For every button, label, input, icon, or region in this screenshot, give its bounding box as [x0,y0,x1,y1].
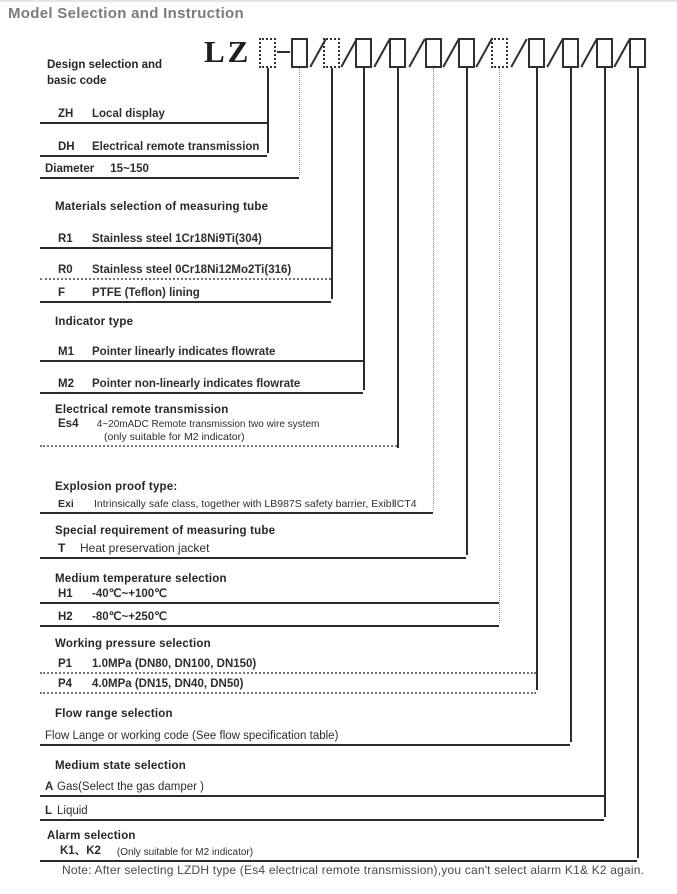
model-code-box-11 [596,38,613,68]
option-code: P4 [58,678,73,690]
option-desc: -40℃~+100℃ [92,588,168,600]
model-code-box-12 [629,38,646,68]
option-code: H2 [58,611,73,623]
connector-design [267,68,269,153]
option-code: P1 [58,658,73,670]
option-code: A [45,781,54,793]
option-code: M1 [58,346,74,358]
option-desc: 1.0MPa (DN80, DN100, DN150) [92,658,257,670]
option-desc: Gas(Select the gas damper ) [57,781,205,793]
option-code: R1 [58,233,73,245]
connector-indicator [363,68,365,390]
option-row-exi [40,492,433,514]
model-code-prefix: LZ [204,34,252,69]
option-code: H1 [58,588,73,600]
connector-temperature [499,68,500,623]
option-code: M2 [58,378,74,390]
option-row-flow [40,724,570,746]
option-desc: 4.0MPa (DN15, DN40, DN50) [92,678,244,690]
option-row-h2 [40,605,499,627]
option-code: Es4 [58,418,79,430]
option-row-r0 [40,258,331,280]
option-row-l [40,799,604,821]
section-header-special: Special requirement of measuring tube [55,525,276,537]
option-row-r1 [40,227,331,249]
model-code-box-4 [355,38,372,68]
page-title: Model Selection and Instruction [8,5,244,22]
section-header-pressure: Working pressure selection [55,638,211,650]
option-desc: Intrinsically safe class, together with LB987S safety barrier, ExibⅡCT4 [94,498,417,510]
connector-alarm [637,68,639,858]
option-row-diameter [40,157,299,179]
option-row-f [40,281,331,303]
top-divider [0,0,677,2]
option-row-t [40,537,466,559]
option-desc: Electrical remote transmission [92,141,260,153]
option-code: DH [58,141,75,153]
model-code-box-6 [425,38,442,68]
dash-separator [277,51,290,53]
slash-separator [408,39,425,68]
option-row-h1 [40,582,499,604]
option-row-zh [40,102,267,124]
model-code-box-9 [528,38,545,68]
connector-explosion [433,68,434,510]
option-row-m1 [40,340,363,362]
option-desc: Flow Lange or working code (See flow specification table) [45,730,339,742]
section-header-flow: Flow range selection [55,708,173,720]
option-desc: 4~20mADC Remote transmission two wire system [96,419,320,430]
option-desc: Pointer linearly indicates flowrate [92,346,276,358]
option-row-dh [40,135,267,157]
option-code: K1、K2 [60,845,101,857]
option-row-p4 [40,672,536,694]
option-desc: -80℃~+250℃ [92,611,168,623]
option-code: L [45,805,53,817]
option-code: R0 [58,264,73,276]
connector-special [466,68,468,555]
footnote: Note: After selecting LZDH type (Es4 electrical remote transmission),you can't select alarm K1& K2 again. [62,863,645,877]
option-code: Exi [58,498,74,510]
option-code: ZH [58,108,74,120]
option-desc: PTFE (Teflon) lining [92,287,200,299]
model-code-box-8 [491,38,508,68]
section-header-medium-state: Medium state selection [55,760,186,772]
model-code-box-3 [323,38,340,68]
model-code-box-2 [291,38,308,68]
model-code-box-7 [458,38,475,68]
model-code-box-10 [562,38,579,68]
option-desc: Liquid [57,805,88,817]
option-desc: Heat preservation jacket [80,541,210,555]
slash-separator [510,39,527,68]
option-desc-line2: (only suitable for M2 indicator) [104,431,245,443]
section-header-design: Design selection and basic code [47,59,163,87]
connector-flow [570,68,572,742]
section-header-alarm: Alarm selection [47,830,136,842]
option-row-k1k2 [40,840,637,862]
option-code: F [58,287,66,299]
option-desc: 15~150 [110,163,149,175]
section-header-explosion: Explosion proof type: [55,481,178,493]
section-header-remote: Electrical remote transmission [55,404,229,416]
section-header-temperature: Medium temperature selection [55,573,227,585]
option-row-m2 [40,372,363,394]
option-desc: Stainless steel 0Cr18Ni12Mo2Ti(316) [92,264,292,276]
connector-remote [397,68,399,448]
option-row-a [40,775,604,797]
option-code: Diameter [45,163,95,175]
option-code: T [58,541,66,555]
connector-diameter [299,68,300,175]
option-row-es4 [40,418,397,447]
connector-materials [331,68,333,299]
option-desc: (Only suitable for M2 indicator) [116,847,254,858]
option-desc: Stainless steel 1Cr18Ni9Ti(304) [92,233,262,245]
option-desc: Pointer non-linearly indicates flowrate [92,378,301,390]
model-code-box-1 [259,38,276,68]
option-desc: Local display [92,108,165,120]
connector-pressure [536,68,538,690]
option-row-p1 [40,652,536,674]
connector-medium-state [604,68,606,817]
section-header-materials: Materials selection of measuring tube [55,201,269,213]
model-code-box-5 [389,38,406,68]
section-header-indicator: Indicator type [55,316,134,328]
